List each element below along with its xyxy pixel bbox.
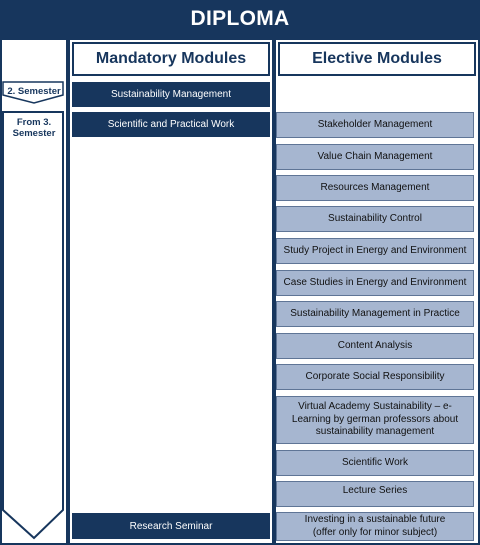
elective-module-stakeholder-management: Stakeholder Management [276,112,474,138]
mandatory-module-sustainability-management: Sustainability Management [72,82,270,107]
mandatory-module-research-seminar: Research Seminar [72,513,270,539]
mandatory-modules-header: Mandatory Modules [72,42,270,76]
elective-modules-header: Elective Modules [278,42,476,76]
elective-module-study-project: Study Project in Energy and Environment [276,238,474,264]
elective-module-corporate-social-responsibility: Corporate Social Responsibility [276,364,474,390]
elective-module-resources-management: Resources Management [276,175,474,201]
elective-module-value-chain-management: Value Chain Management [276,144,474,170]
elective-module-lecture-series: Lecture Series [276,481,474,507]
mandatory-module-scientific-and-practical-work: Scientific and Practical Work [72,112,270,137]
from-third-semester-label: From 3. Semester [12,117,56,140]
elective-module-case-studies: Case Studies in Energy and Environment [276,270,474,296]
elective-module-sustainability-control: Sustainability Control [276,206,474,232]
page-title: DIPLOMA [0,0,480,38]
from-third-semester-arrow [1,110,67,542]
elective-module-scientific-work: Scientific Work [276,450,474,476]
elective-module-content-analysis: Content Analysis [276,333,474,359]
second-semester-label: 2. Semester [7,86,61,97]
elective-module-sustainability-management-practice: Sustainability Management in Practice [276,301,474,327]
elective-module-investing-sustainable-future: Investing in a sustainable future (offer only for minor subject) [276,512,474,541]
elective-module-virtual-academy: Virtual Academy Sustainability – e-Learning by german professors about sustainability management [276,396,474,444]
